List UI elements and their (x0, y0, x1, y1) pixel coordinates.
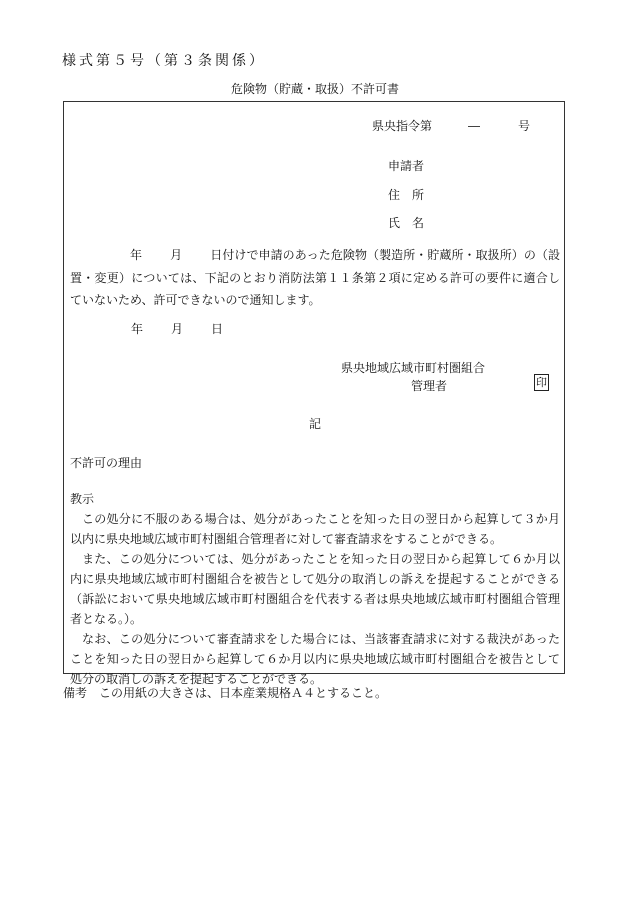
name-label: 氏 名 (388, 216, 425, 230)
remark: 備考 この用紙の大きさは、日本産業規格Ａ４とすること。 (63, 686, 388, 700)
reference-suffix: 号 (518, 119, 531, 133)
body-month: 月 (170, 248, 183, 262)
reference-prefix: 県央指令第 (372, 119, 433, 133)
issuer-role: 管理者 (411, 379, 448, 393)
body-year: 年 (130, 248, 143, 262)
notice-body (70, 244, 560, 312)
ki-heading: 記 (309, 417, 322, 431)
issuer-organization: 県央地域広域市町村圏組合 (341, 361, 486, 375)
date-month: 月 (171, 322, 184, 336)
date-day: 日 (211, 322, 224, 336)
notice-date (131, 320, 223, 337)
document-title: 危険物（貯蔵・取扱）不許可書 (230, 82, 399, 96)
address-label: 住 所 (388, 188, 425, 202)
kyoji-paragraph: また、この処分については、処分があったことを知った日の翌日から起算して６か月以内に県央地域広域市町村圏組合を被告として処分の取消しの訴えを提起することができる（訴訟において県央地域広域市町村圏組合を代表する者は県央地域広域市町村圏組合管理者となる。）。 (70, 552, 560, 626)
kyoji-paragraph: この処分に不服のある場合は、処分があったことを知った日の翌日から起算して３か月以内に県央地域広域市町村圏組合管理者に対して審査請求をすることができる。 (70, 512, 560, 546)
form-number: 様式第５号（第３条関係） (62, 53, 266, 69)
kyoji-text (70, 509, 560, 689)
body-text: 日付けで申請のあった危険物（製造所・貯蔵所・取扱所）の（設置・変更）については、下記のとおり消防法第１１条第２項に定める許可の要件に適合していないため、許可できないので通知します。 (70, 248, 560, 307)
kyoji-label: 教示 (70, 492, 95, 506)
date-year: 年 (131, 322, 144, 336)
reference-number (372, 117, 530, 134)
seal-box: 印 (536, 376, 547, 389)
kyoji-paragraph: なお、この処分について審査請求をした場合には、当該審査請求に対する裁決があったことを知った日の翌日から起算して６か月以内に県央地域広域市町村圏組合を被告として処分の取消しの訴えを提起することができる。 (70, 632, 560, 686)
reason-label: 不許可の理由 (70, 456, 143, 470)
applicant-label: 申請者 (388, 159, 425, 173)
reference-dash: ― (468, 119, 481, 133)
